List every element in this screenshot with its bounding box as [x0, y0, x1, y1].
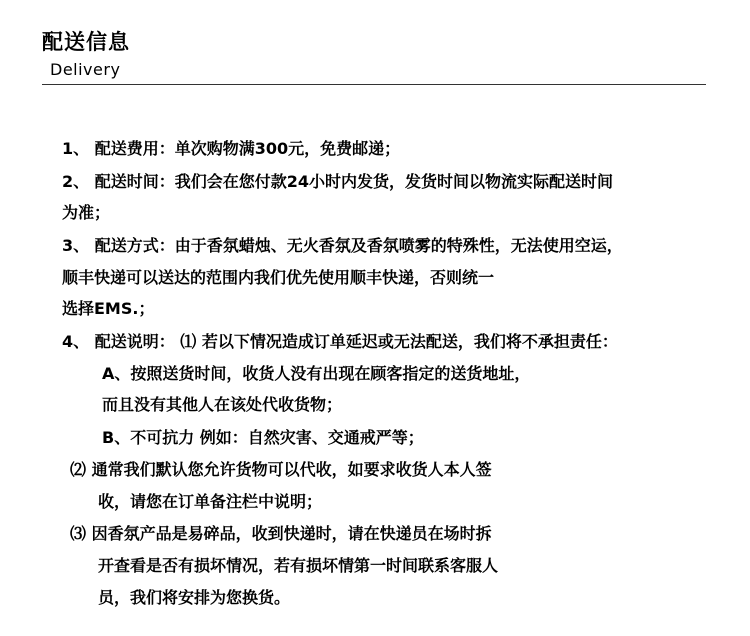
- note-3-cont2: 员，我们将安排为您换货。: [98, 588, 291, 607]
- note-3: ⑶ 因香氛产品是易碎品，收到快递时，请在快递员在场时拆: [70, 524, 492, 543]
- note-2-cont: 收，请您在订单备注栏中说明；: [98, 492, 323, 511]
- page-title: 配送信息: [42, 30, 130, 54]
- note-a-cont: 而且没有其他人在该处代收货物；: [102, 395, 343, 414]
- delivery-method-item: 3、 配送方式：由于香氛蜡烛、无火香氛及香氛喷雾的特殊性，无法使用空运，: [62, 236, 623, 255]
- delivery-notes-item: 4、 配送说明： ⑴ 若以下情况造成订单延迟或无法配送，我们将不承担责任：: [62, 332, 618, 351]
- page-subtitle: Delivery: [50, 60, 121, 79]
- divider: [42, 84, 706, 85]
- delivery-time-cont: 为准；: [62, 203, 111, 222]
- note-b: B、不可抗力 例如：自然灾害、交通戒严等；: [102, 428, 424, 447]
- delivery-fee-item: 1、 配送费用：单次购物满300元，免费邮递；: [62, 139, 401, 158]
- delivery-method-cont2: 选择EMS.；: [62, 299, 155, 318]
- delivery-time-item: 2、 配送时间：我们会在您付款24小时内发货，发货时间以物流实际配送时间: [62, 172, 613, 191]
- note-3-cont: 开查看是否有损坏情况，若有损坏情第一时间联系客服人: [98, 556, 499, 575]
- delivery-method-cont: 顺丰快递可以送达的范围内我们优先使用顺丰快递，否则统一: [62, 268, 495, 287]
- note-a: A、按照送货时间，收货人没有出现在顾客指定的送货地址，: [102, 364, 531, 383]
- note-2: ⑵ 通常我们默认您允许货物可以代收，如要求收货人本人签: [70, 460, 492, 479]
